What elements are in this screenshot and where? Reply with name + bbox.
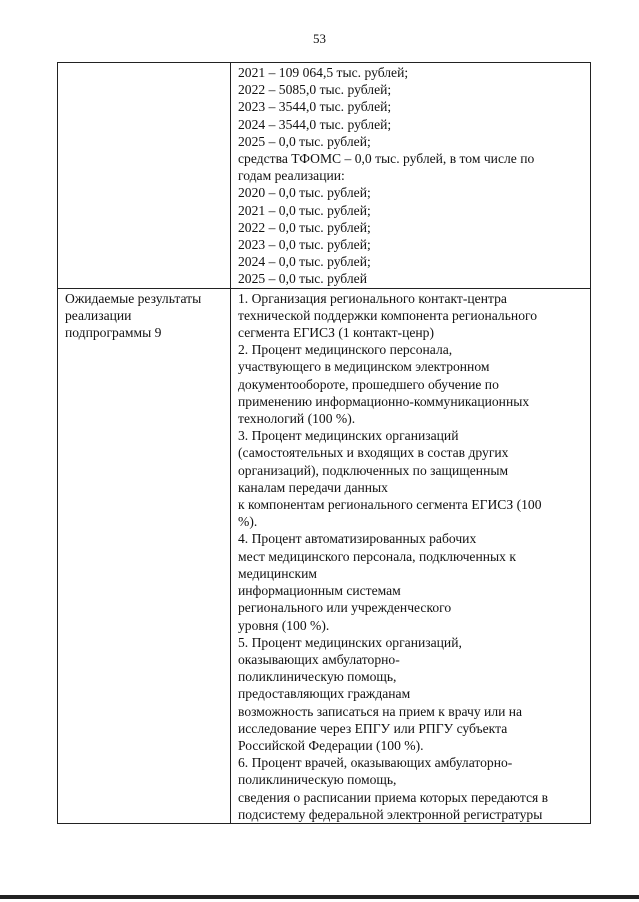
page-number: 53 xyxy=(313,31,326,46)
row2-right-cell xyxy=(231,288,591,823)
expected-results-list: 1. Организация регионального контакт-центра технической поддержки компонента регионального сегмента ЕГИСЗ (1 контакт-ценр) 2. Процент медицинского персонала, участвующего в медицинском электронном документообороте, прошедшего обучение по применению информационно-коммуникационных технологий (100 %). 3. Процент медицинских организаций (самостоятельных и входящих в состав других организаций), подключенных по защищенным каналам передачи данных к компонентам регионального сегмента ЕГИСЗ (100 %). 4. Процент автоматизированных рабочих мест медицинского персонала, подключенных к медицинским информационным системам регионального или учрежденческого уровня (100 %). 5. Процент медицинских организаций, оказывающих амбулаторно- поликлиническую помощь, предоставляющих гражданам возможность записаться на прием к врачу или на исследование через ЕПГУ или РПГУ субъекта Российской Федерации (100 %). 6. Процент врачей, оказывающих амбулаторно- поликлиническую помощь, сведения о расписании приема которых передаются в подсистему федеральной электронной регистратуры xyxy=(238,290,549,822)
expected-results-label: Ожидаемые результаты реализации подпрограммы 9 xyxy=(65,290,202,341)
row1-left-text xyxy=(58,63,230,64)
table-row xyxy=(58,63,591,289)
row1-right-cell xyxy=(231,63,591,289)
row1-left-cell xyxy=(58,63,231,289)
table-row xyxy=(58,288,591,823)
bottom-scan-edge xyxy=(0,895,639,899)
funding-text: 2021 – 109 064,5 тыс. рублей; 2022 – 5085,0 тыс. рублей; 2023 – 3544,0 тыс. рублей; 2024 – 3544,0 тыс. рублей; 2025 – 0,0 тыс. рублей; средства ТФОМС – 0,0 тыс. рублей, в том числе по годам реализации: 2020 – 0,0 тыс. рублей; 2021 – 0,0 тыс. рублей; 2022 – 0,0 тыс. рублей; 2023 – 0,0 тыс. рублей; 2024 – 0,0 тыс. рублей; 2025 – 0,0 тыс. рублей xyxy=(238,65,535,287)
row2-left-cell xyxy=(58,288,231,823)
document-table xyxy=(57,62,591,824)
